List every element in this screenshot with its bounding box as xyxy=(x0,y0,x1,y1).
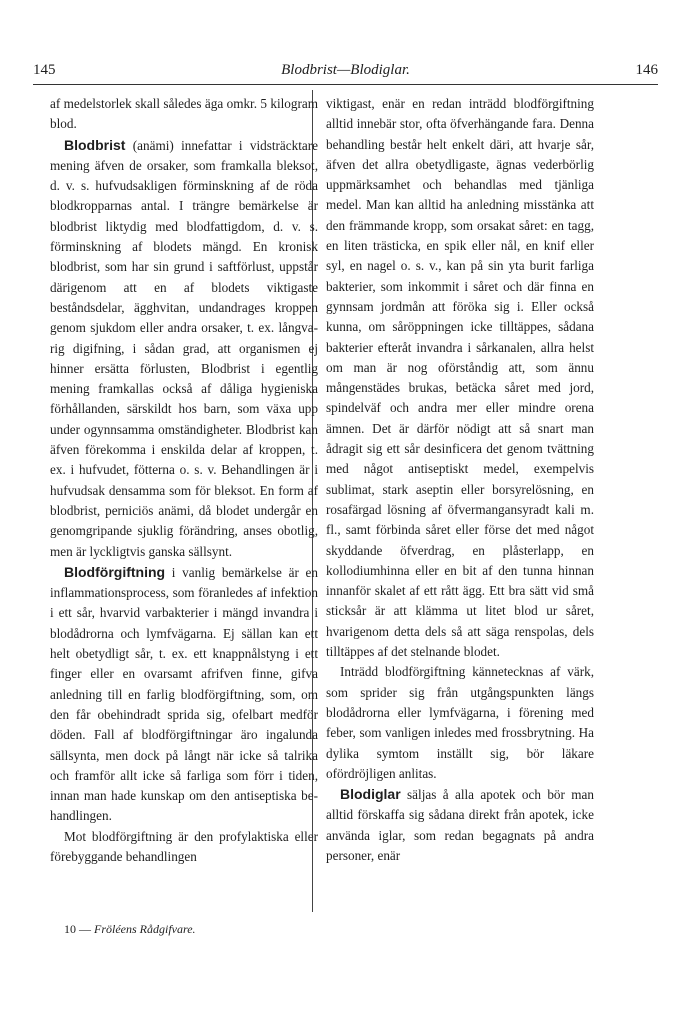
headword-blodforgiftning: Blodförgiftning xyxy=(64,563,166,580)
entry-blodforgiftning-text: i vanlig bemärkelse är en inflammationsprocess, som föranledes af infektion i ett sår, hvarvid varbakterier i mängd invandra i blodådrorna och lymfvägarna. Ej sällan kan ett helt obetydligt sår, t. ex. ett knappnålstyng i ett finger eller en ovarsamt afrifven finne, gifva anledning till en farlig blodförgiftning, som, om den får obehindradt sprida sig, ofelbart medför döden. Fall af blodförgiftningar äro ingalunda sällsynta, men dock på långt när icke så talrika och framför allt icke så farliga som förr i tiden, innan man hade kunskap om den antiseptiska behandlingen. xyxy=(50,564,318,824)
paragraph-symptoms: Inträdd blodförgiftning kännetecknas af värk, som sprider sig från utgångspunkten längs blodådrorna eller lymfvägarna, i förening med feber, som vanligen inledes med frossbrytning. Ha dylika symtom inställt sig, bör läkare ofördröjligen anlitas. xyxy=(326,664,594,781)
page-number-right: 146 xyxy=(635,62,658,78)
paragraph-wound-care: viktigast, enär en redan inträdd blodförgiftning alltid innebär stor, ofta öfverhängande fara. Denna behandling består helt enkelt däri, att hvarje sår, äfven det allra obetydligaste, ägnas vederbörlig uppmärksamhet och behandlas med tjänliga medel. Man kan alltid ha anledning misstänka att den främmande kropp, som orsakat såret: en tagg, en liten trästicka, en spik eller nål, en knif eller syl, en nagel o. s. v., kan på sin yta burit farliga bakterier, som inkommit i såret och där finna en gynnsam jordmån att föröka sig i. Eller också kunna, om såröppningen icke tilltäppes, sådana bakterier efteråt invandra i sårkanalen, allra helst om man är nog oförståndig att, som ännu mångenstädes brukas, betäcka såret med jord, spindelväf och andra mer eller mindre orena ämnen. Det är därför nödigt att så snart man ådragit sig ett sår desinficera det genom tvättning med något antiseptiskt medel, exempelvis sublimat, stark aseptin eller borsyrelösning, en rosafärgad lösning af öfvermangansyradt kali m. fl., samt förbinda såret eller förse det med något skyddande öfverdrag, en plåsterlapp, en kollodiumhinna eller en bit af den tunna hinnan innanför skalet af ett rått ägg. Ett bra sätt vid små sticksår är att klämma ut litet blod ur såret, hvarigenom detta dels så att säga renspolas, dels tilltäppes af det stelnande blodet. xyxy=(326,96,594,660)
printer-signature xyxy=(64,922,196,937)
headword-blodbrist: Blodbrist xyxy=(64,136,126,153)
paragraph-blood-amount: af medelstorlek skall således äga omkr. 5 kilogram blod. xyxy=(50,96,318,132)
signature-title: Fröléens Rådgifvare. xyxy=(94,922,196,936)
header-rule xyxy=(33,84,658,85)
left-column xyxy=(50,94,318,867)
signature-mark: 10 — xyxy=(64,922,94,936)
page-number-left: 145 xyxy=(33,62,56,78)
headword-blodiglar: Blodiglar xyxy=(340,786,401,803)
entry-blodiglar-text: säljas å alla apotek och bör man alltid förskaffa sig sådana direkt från apotek, icke använda iglar, som redan begagnats på andra personer, enär xyxy=(326,787,594,863)
running-title: Blodbrist—Blodiglar. xyxy=(281,62,410,78)
right-column xyxy=(326,94,594,866)
entry-blodbrist-text: (anämi) innefattar i vidsträcktare mening äfven de orsaker, som framkalla bleksot, d. v. s. hufvudsakligen förminskning af de röda blodkropparnas antal. I trängre bemärkelse är blodbrist liktydig med blodfattigdom, d. v. s. förminskning af blodets mängd. En kronisk blodbrist, som har sin grund i saftförlust, uppstår därigenom att en af blodets viktigaste beståndsdelar, ägghvitan, undandrages kroppen genom sjukdom eller andra orsaker, t. ex. långvarig digifning, i sådan grad, att organismen ej hinner ersätta förlusten, Blodbrist i egentlig mening framkallas också af dåliga hygieniska förhållanden, särskildt hos barn, som växa upp under ogynnsamma omständigheter. Blodbrist kan äfven förekomma i enskilda delar af kroppen, t. ex. i hufvudet, fötterna o. s. v. Behandlingen är i hufvudsak densamma som för bleksot. En form af blodbrist, perniciös anämi, då blodet undergår en genomgripande sjuklig förändring, anses obotlig, men är lyckligtvis ganska sällsynt. xyxy=(50,137,318,559)
paragraph-prophylaxis: Mot blodförgiftning är den profylaktiska eller förebyggande behandlingen xyxy=(50,828,318,864)
entry-blodbrist xyxy=(50,135,318,562)
entry-blodforgiftning xyxy=(50,562,318,827)
running-header xyxy=(33,58,658,82)
entry-blodiglar xyxy=(326,784,594,866)
